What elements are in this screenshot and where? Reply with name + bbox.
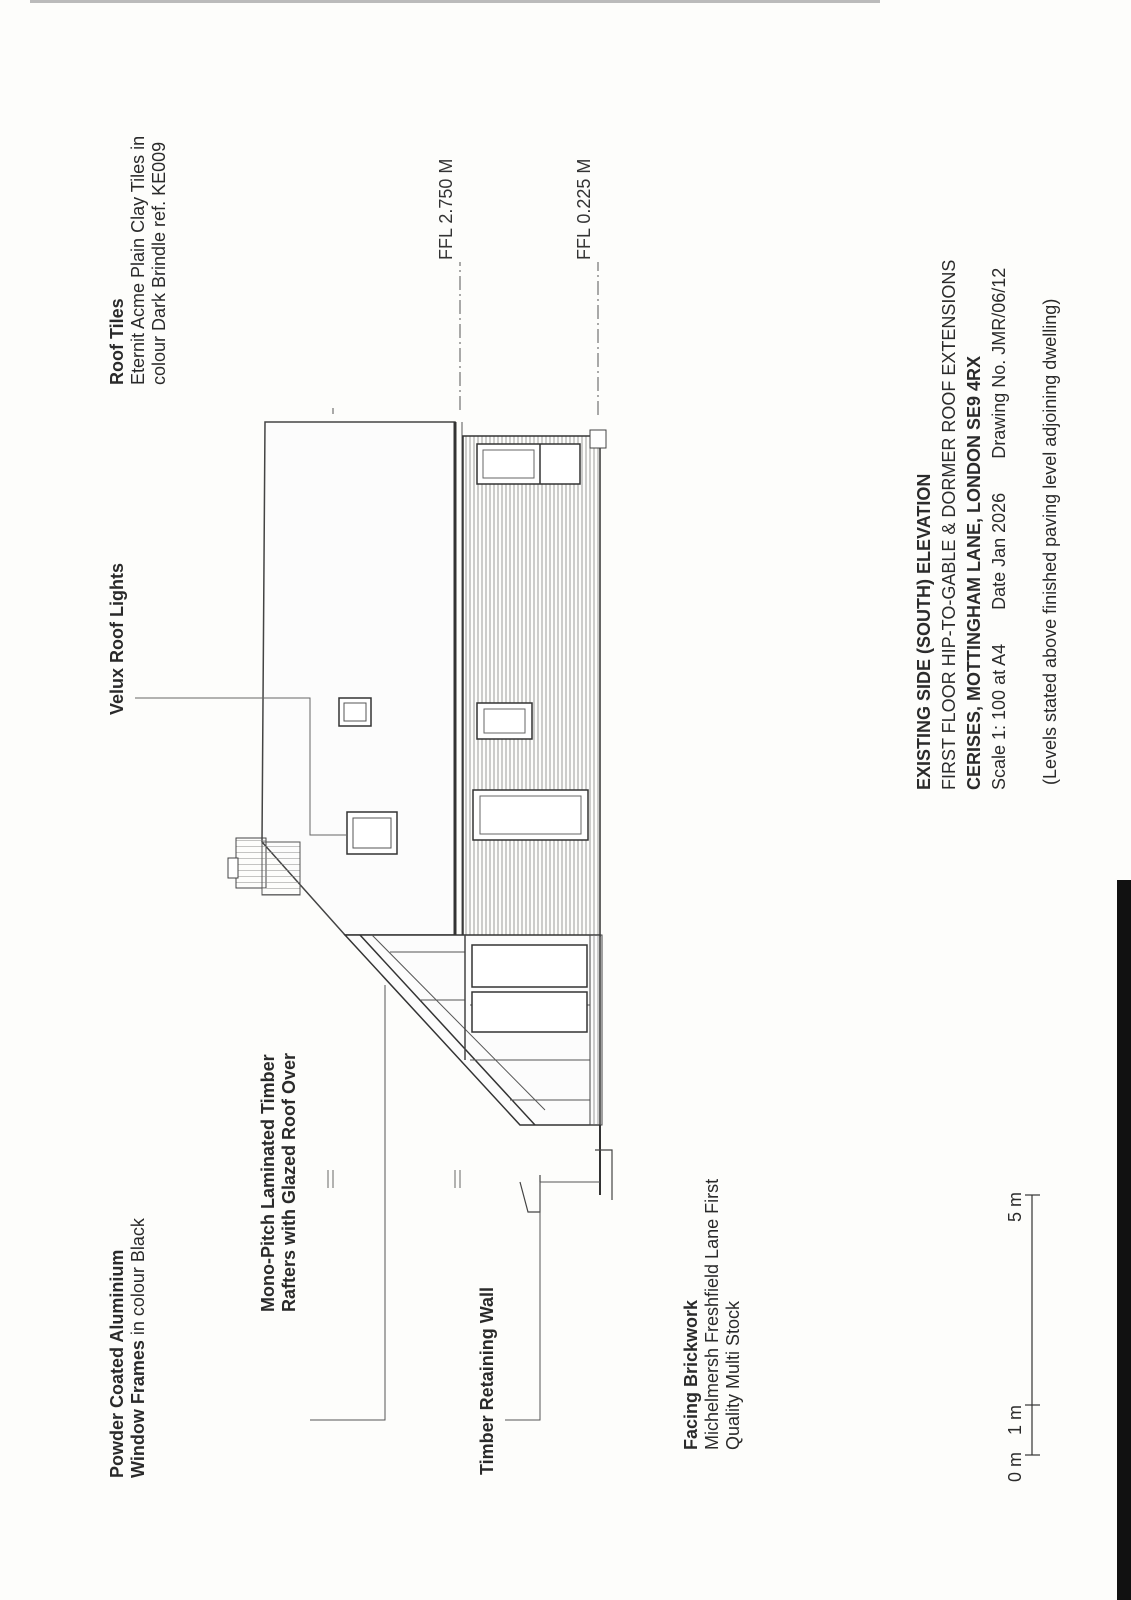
drawing-title: EXISTING SIDE (SOUTH) ELEVATION [914, 473, 934, 790]
drawing-scale: Scale 1: 100 at A4 [989, 643, 1009, 790]
level-lower: FFL 0.225 M [574, 158, 594, 260]
label-window-frames [107, 1218, 149, 1478]
label-velux: Velux Roof Lights [107, 562, 127, 715]
label-brickwork [681, 1179, 744, 1450]
brickwork-heading: Facing Brickwork [681, 1299, 701, 1450]
roof-tiles-heading: Roof Tiles [107, 298, 127, 385]
level-upper: FFL 2.750 M [436, 158, 456, 260]
drawing-subtitle: FIRST FLOOR HIP-TO-GABLE & DORMER ROOF EXTENSIONS [939, 259, 959, 790]
label-rafters [258, 1053, 300, 1312]
window-frames-line2-bold: Window Frames [128, 1340, 148, 1478]
rafters-line1: Mono-Pitch Laminated Timber [258, 1054, 278, 1312]
roof-tiles-line1: Eternit Acme Plain Clay Tiles in [128, 135, 148, 385]
window-frames-line1: Powder Coated Aluminium [107, 1249, 127, 1478]
levels-note: (Levels stated above finished paving level adjoining dwelling) [1040, 298, 1060, 785]
scale-label-zero: 0 m [1005, 1451, 1025, 1482]
drawing-date: Date Jan 2026 [989, 492, 1009, 610]
label-retaining-wall: Timber Retaining Wall [477, 1286, 497, 1475]
brickwork-line2: Quality Multi Stock [723, 1300, 743, 1450]
site-address: CERISES, MOTTINGHAM LANE, LONDON SE9 4RX [964, 355, 984, 790]
drawing-meta-row [987, 30, 1012, 790]
drawing-number: Drawing No. JMR/06/12 [989, 267, 1009, 459]
rafters-line2: Rafters with Glazed Roof Over [279, 1052, 299, 1312]
label-roof-tiles [107, 136, 170, 385]
scale-label-one: 1 m [1005, 1404, 1025, 1435]
title-block [912, 30, 1012, 790]
window-frames-line2-rest: in colour Black [128, 1218, 148, 1341]
brickwork-line1: Michelmersh Freshfield Lane First [702, 1178, 722, 1450]
roof-tiles-line2: colour Dark Brindle ref. KE009 [149, 141, 169, 385]
scale-label-five: 5 m [1005, 1191, 1025, 1222]
